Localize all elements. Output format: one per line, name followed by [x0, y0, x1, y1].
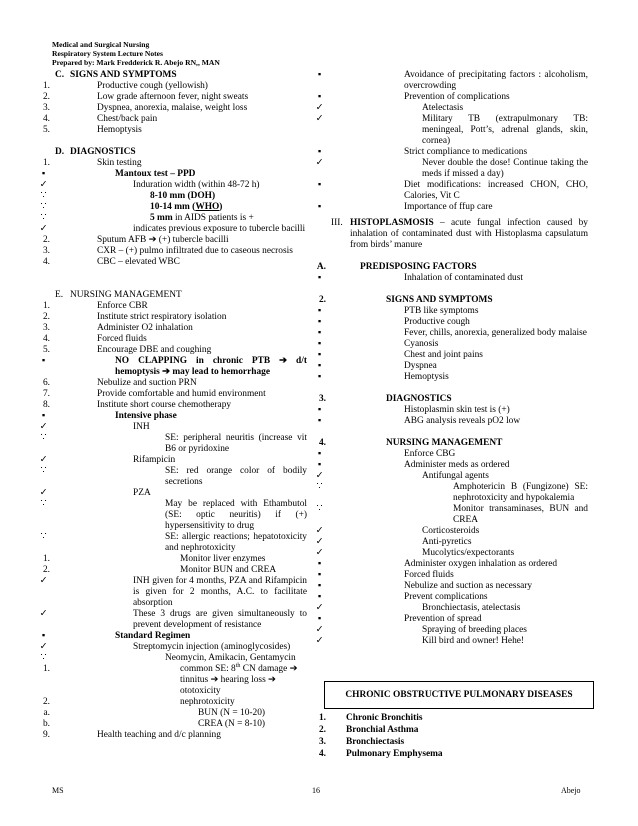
list-item — [317, 317, 588, 328]
document-header — [52, 40, 220, 67]
list-item — [315, 625, 588, 636]
list-item — [317, 92, 588, 103]
list-text: PREDISPOSING FACTORS — [360, 262, 477, 272]
square-bullet-icon: ▪ — [317, 273, 322, 283]
list-marker: 2. — [42, 92, 50, 102]
list-item — [315, 114, 588, 147]
square-bullet-icon: ▪ — [317, 202, 322, 212]
list-marker: 9. — [42, 730, 50, 740]
list-text: NURSING MANAGEMENT — [386, 438, 503, 448]
list-marker: 3. — [42, 323, 50, 333]
list-text: NO CLAPPING in chronic PTB ➔ d/t hemoptysis ➔ may lead to hemorrhage — [115, 356, 307, 377]
section-e-heading — [52, 290, 320, 301]
list-text: Forced fluids — [404, 570, 454, 580]
list-item — [42, 378, 320, 389]
because-icon: ∵ — [40, 433, 47, 443]
list-item — [317, 559, 588, 570]
square-bullet-icon: ▪ — [41, 631, 46, 641]
list-item — [42, 103, 320, 114]
list-text: th — [235, 662, 241, 669]
list-text: Histoplasmin skin test is (+) — [404, 405, 510, 415]
list-text: CBC – elevated WBC — [97, 257, 180, 267]
list-item — [317, 570, 588, 581]
list-text: Intensive phase — [115, 411, 177, 421]
list-text: NURSING MANAGEMENT — [70, 290, 182, 300]
section-c-heading — [52, 70, 320, 81]
list-text: CREA (N = 8-10) — [198, 719, 266, 729]
list-item — [42, 301, 320, 312]
list-text: Avoidance of precipitating factors : alcoholism, overcrowding — [404, 70, 588, 91]
list-marker: 2. — [318, 725, 326, 735]
list-text: INH — [133, 422, 150, 432]
list-item — [40, 191, 320, 202]
list-text: SE: peripheral neuritis (increase vit B6 or pyridoxine — [165, 433, 307, 454]
list-text: Never double the dose! Continue taking the meds if missed a day) — [422, 158, 588, 179]
list-marker: 4. — [318, 438, 326, 448]
check-icon: ✓ — [39, 455, 48, 465]
list-marker: 1. — [318, 713, 326, 723]
list-item — [317, 592, 588, 603]
list-text: 8-10 mm (DOH) — [150, 191, 216, 201]
list-text: indicates previous exposure to tubercle bacilli — [133, 224, 306, 234]
list-item — [317, 180, 588, 202]
list-item — [318, 712, 588, 724]
check-icon: ✓ — [39, 609, 48, 619]
list-text: Military TB (extrapulmonary TB: meningeal, Pott’s, adrenal glands, skin, cornea) — [422, 114, 588, 146]
list-text: Corticosteroids — [422, 526, 480, 536]
list-item — [42, 114, 320, 125]
list-text: SIGNS AND SYMPTOMS — [70, 70, 177, 80]
list-marker: 4. — [42, 257, 50, 267]
list-item — [317, 273, 588, 284]
list-marker: A. — [316, 262, 326, 272]
list-marker: 1. — [42, 158, 50, 168]
because-icon: ∵ — [316, 482, 323, 492]
square-bullet-icon: ▪ — [41, 169, 46, 179]
list-text: Chest and joint pains — [404, 350, 483, 360]
check-icon: ✓ — [39, 422, 48, 432]
check-icon: ✓ — [39, 488, 48, 498]
list-marker: 2. — [318, 295, 326, 305]
because-icon: ∵ — [40, 191, 47, 201]
list-text: CXR – (+) pulmo infiltrated due to caseous necrosis — [97, 246, 293, 256]
list-item — [42, 662, 320, 675]
list-marker: 3. — [42, 103, 50, 113]
list-text: in AIDS patients is + — [172, 213, 254, 223]
list-text: Strict compliance to medications — [404, 147, 528, 157]
list-marker: 7. — [42, 389, 50, 399]
list-item — [42, 323, 320, 334]
list-item — [42, 312, 320, 323]
list-text: Induration width (within 48-72 h) — [133, 180, 260, 190]
list-item — [42, 334, 320, 345]
list-marker: 4. — [318, 749, 326, 759]
list-text: Encourage DBE and coughing — [97, 345, 212, 355]
right-column — [315, 70, 588, 647]
square-bullet-icon: ▪ — [317, 581, 322, 591]
list-item — [39, 576, 307, 609]
list-item — [317, 361, 588, 372]
list-text: DIAGNOSTICS — [70, 147, 136, 157]
list-item — [317, 306, 588, 317]
list-text: Bronchiectasis — [346, 737, 405, 747]
list-marker: 1. — [42, 81, 50, 91]
list-text: Dyspnea — [404, 361, 437, 371]
list-item — [315, 603, 588, 614]
list-item — [39, 422, 320, 433]
list-text: Inhalation of contaminated dust — [404, 273, 523, 283]
list-text: CN damage ➔ — [240, 664, 298, 674]
list-item — [39, 642, 320, 653]
list-marker: 3. — [42, 246, 50, 256]
list-item — [41, 631, 320, 642]
histoplasmosis-paragraph — [328, 218, 588, 251]
list-item — [315, 537, 588, 548]
list-item — [43, 708, 320, 719]
list-marker: 3. — [318, 394, 326, 404]
list-item — [317, 147, 588, 158]
list-text: HISTOPLASMOSIS — [350, 218, 434, 228]
list-marker: III. — [331, 218, 343, 228]
list-text: Administer O2 inhalation — [97, 323, 193, 333]
list-text: Sputum AFB ➔ (+) tubercle bacilli — [97, 235, 229, 245]
list-marker: E. — [55, 290, 64, 300]
list-item — [42, 697, 320, 708]
list-item — [41, 356, 307, 378]
list-text: Monitor liver enzymes — [180, 554, 266, 564]
list-text: Amphotericin B (Fungizone) SE: nephrotoxicity and hypokalemia — [453, 482, 588, 503]
list-text: INH given for 4 months, PZA and Rifampicin is given for 2 months, A.C. to facilitate absorption — [133, 576, 307, 608]
list-marker: 2. — [42, 697, 50, 707]
list-marker: 4. — [42, 114, 50, 124]
list-text: Antifungal agents — [422, 471, 489, 481]
square-bullet-icon: ▪ — [317, 92, 322, 102]
list-item — [40, 499, 307, 532]
list-marker: b. — [42, 719, 50, 729]
list-item — [42, 92, 320, 103]
list-marker: 4. — [42, 334, 50, 344]
list-text: Hemoptysis — [97, 125, 142, 135]
list-text: Low grade afternoon fever, night sweats — [97, 92, 249, 102]
list-text: Monitor BUN and CREA — [180, 565, 277, 575]
list-marker: 2. — [42, 312, 50, 322]
square-bullet-icon: ▪ — [317, 70, 322, 80]
list-text: Pulmonary Emphysema — [346, 749, 443, 759]
list-item — [317, 449, 588, 460]
square-bullet-icon: ▪ — [317, 460, 322, 470]
square-bullet-icon: ▪ — [317, 306, 322, 316]
square-bullet-icon: ▪ — [317, 180, 322, 190]
section-d-heading — [52, 147, 320, 158]
list-item — [316, 504, 588, 526]
list-item — [316, 482, 588, 504]
list-item — [42, 246, 320, 257]
list-text: Mantoux test – PPD — [115, 169, 196, 179]
list-item — [42, 400, 320, 411]
list-item — [315, 526, 588, 537]
list-item — [42, 730, 320, 741]
list-marker: 2. — [42, 235, 50, 245]
square-bullet-icon: ▪ — [317, 350, 322, 360]
list-text: nephrotoxicity — [180, 697, 235, 707]
list-item — [315, 636, 588, 647]
list-item — [40, 466, 307, 488]
list-item — [39, 224, 307, 235]
square-bullet-icon: ▪ — [317, 592, 322, 602]
check-icon: ✓ — [315, 537, 324, 547]
list-text: ototoxicity — [180, 686, 221, 696]
list-text: Administer meds as ordered — [404, 460, 510, 470]
list-item — [315, 158, 588, 180]
list-item — [317, 405, 588, 416]
list-text: Hemoptysis — [404, 372, 449, 382]
header-course: Medical and Surgical Nursing — [52, 40, 150, 49]
list-item — [317, 70, 588, 92]
list-marker: 5. — [42, 125, 50, 135]
list-item — [318, 724, 588, 736]
section-3-heading — [318, 394, 588, 405]
list-text: Provide comfortable and humid environment — [97, 389, 266, 399]
list-text: Atelectasis — [422, 103, 464, 113]
list-item — [41, 411, 320, 422]
list-text: Enforce CBR — [97, 301, 148, 311]
list-item — [39, 609, 307, 631]
check-icon: ✓ — [39, 576, 48, 586]
list-item — [40, 653, 320, 664]
list-text: Diet modifications: increased CHON, CHO, Calories, Vit C — [404, 180, 588, 201]
list-item — [42, 719, 320, 730]
square-bullet-icon: ▪ — [317, 416, 322, 426]
list-text: Health teaching and d/c planning — [97, 730, 221, 740]
check-icon: ✓ — [315, 103, 324, 113]
list-item — [317, 581, 588, 592]
list-marker: 1. — [42, 664, 50, 674]
list-text: Chronic Bronchitis — [346, 713, 423, 723]
list-text: ) — [219, 202, 223, 212]
list-text: SE: allergic reactions; hepatotoxicity and nephrotoxicity — [165, 532, 307, 553]
list-item — [317, 614, 588, 625]
square-bullet-icon: ▪ — [317, 328, 322, 338]
because-icon: ∵ — [40, 213, 47, 223]
list-text: 5 mm — [150, 213, 173, 223]
list-item — [42, 345, 320, 356]
list-text: Rifampicin — [133, 455, 176, 465]
list-marker: 3. — [318, 737, 326, 747]
because-icon: ∵ — [40, 499, 47, 509]
list-item — [315, 471, 588, 482]
list-text: Productive cough (yellowish) — [97, 81, 208, 91]
footer-left: MS — [52, 786, 64, 795]
because-icon: ∵ — [40, 202, 47, 212]
because-icon: ∵ — [316, 504, 323, 514]
list-text: Enforce CBG — [404, 449, 456, 459]
copd-title-box — [324, 681, 594, 709]
list-item — [42, 389, 320, 400]
list-text: Streptomycin injection (aminoglycosides) — [133, 642, 291, 652]
list-text: Administer oxygen inhalation as ordered — [404, 559, 558, 569]
list-item — [42, 235, 320, 246]
list-item — [52, 675, 320, 686]
list-text: PTB like symptoms — [404, 306, 479, 316]
section-a-heading — [316, 262, 588, 273]
list-marker: D. — [55, 147, 65, 157]
left-column — [39, 70, 320, 741]
square-bullet-icon: ▪ — [41, 411, 46, 421]
list-item — [39, 455, 320, 466]
square-bullet-icon: ▪ — [317, 405, 322, 415]
list-item — [39, 488, 320, 499]
list-item — [317, 202, 588, 213]
list-text: Prevention of complications — [404, 92, 510, 102]
list-text: Monitor transaminases, BUN and CREA — [453, 504, 588, 525]
list-item — [42, 554, 320, 565]
list-item — [40, 202, 320, 213]
list-item — [317, 416, 588, 427]
check-icon: ✓ — [39, 180, 48, 190]
square-bullet-icon: ▪ — [317, 339, 322, 349]
list-text: These 3 drugs are given simultaneously to prevent development of resistance — [133, 609, 307, 630]
because-icon: ∵ — [40, 653, 47, 663]
list-text: Prevention of spread — [404, 614, 482, 624]
list-item — [317, 460, 588, 471]
list-text: Institute short course chemotherapy — [97, 400, 232, 410]
list-marker: 2. — [42, 565, 50, 575]
list-text: Cyanosis — [404, 339, 439, 349]
list-text: PZA — [133, 488, 151, 498]
list-item — [41, 169, 320, 180]
footer-right: Abejo — [561, 786, 581, 795]
list-item — [42, 565, 320, 576]
section-4-heading — [318, 438, 588, 449]
list-item — [40, 433, 307, 455]
list-text: Prevent complications — [404, 592, 488, 602]
check-icon: ✓ — [315, 158, 324, 168]
list-item — [317, 350, 588, 361]
list-text: Mucolytics/expectorants — [422, 548, 515, 558]
list-text: – acute fungal infection caused by inhalation of contaminated dust with Histoplasma capsulatum from birds’ manure — [350, 218, 588, 250]
square-bullet-icon: ▪ — [317, 372, 322, 382]
list-item — [42, 257, 320, 268]
because-icon: ∵ — [40, 532, 47, 542]
list-marker: C. — [55, 70, 65, 80]
check-icon: ✓ — [315, 471, 324, 481]
list-marker: 8. — [42, 400, 50, 410]
list-item — [42, 125, 320, 136]
check-icon: ✓ — [315, 625, 324, 635]
square-bullet-icon: ▪ — [317, 559, 322, 569]
list-text: BUN (N = 10-20) — [198, 708, 265, 718]
header-notes: Respiratory System Lecture Notes — [52, 49, 163, 58]
list-item — [318, 736, 588, 748]
square-bullet-icon: ▪ — [317, 147, 322, 157]
list-text: Standard Regimen — [115, 631, 191, 641]
list-marker: a. — [43, 708, 50, 718]
list-text: Bronchial Asthma — [346, 725, 419, 735]
list-text: Chest/back pain — [97, 114, 158, 124]
list-text: Nebulize and suction PRN — [97, 378, 197, 388]
list-item — [42, 81, 320, 92]
list-item — [315, 548, 588, 559]
section-2-heading — [318, 295, 588, 306]
list-item — [40, 213, 320, 224]
page-number: 16 — [312, 786, 320, 795]
list-text: CHRONIC OBSTRUCTIVE PULMONARY DISEASES — [345, 690, 573, 700]
list-text: Anti-pyretics — [422, 537, 472, 547]
list-text: Bronchiectasis, atelectasis — [422, 603, 521, 613]
square-bullet-icon: ▪ — [41, 356, 46, 366]
check-icon: ✓ — [315, 526, 324, 536]
square-bullet-icon: ▪ — [317, 449, 322, 459]
list-text: SIGNS AND SYMPTOMS — [386, 295, 493, 305]
square-bullet-icon: ▪ — [317, 361, 322, 371]
check-icon: ✓ — [315, 548, 324, 558]
list-text: 10-14 mm ( — [150, 202, 196, 212]
list-text: Fever, chills, anorexia, generalized body malaise — [404, 328, 587, 338]
list-item — [42, 158, 320, 169]
list-item — [318, 748, 588, 760]
check-icon: ✓ — [315, 114, 324, 124]
list-text: Skin testing — [97, 158, 142, 168]
check-icon: ✓ — [315, 603, 324, 613]
because-icon: ∵ — [40, 466, 47, 476]
list-item — [52, 686, 320, 697]
list-text: Importance of ffup care — [404, 202, 493, 212]
list-text: Forced fluids — [97, 334, 147, 344]
square-bullet-icon: ▪ — [317, 317, 322, 327]
list-text: ABG analysis reveals pO2 low — [404, 416, 521, 426]
check-icon: ✓ — [39, 642, 48, 652]
list-text: SE: red orange color of bodily secretions — [165, 466, 307, 487]
list-item — [40, 532, 307, 554]
list-item — [317, 372, 588, 383]
list-text: tinnitus ➔ hearing loss ➔ — [180, 675, 276, 685]
list-item — [39, 180, 320, 191]
list-item — [317, 328, 588, 339]
list-marker: 5. — [42, 345, 50, 355]
list-marker: 6. — [42, 378, 50, 388]
list-text: Institute strict respiratory isolation — [97, 312, 227, 322]
list-text: common SE: 8 — [180, 664, 236, 674]
list-text: May be replaced with Ethambutol (SE: optic neuritis) if (+) hypersensitivity to drug — [165, 499, 307, 531]
list-text: WHO — [195, 202, 220, 212]
list-text: Spraying of breeding places — [422, 625, 527, 635]
list-text: Productive cough — [404, 317, 470, 327]
list-text: Neomycin, Amikacin, Gentamycin — [165, 653, 296, 663]
copd-list — [318, 712, 588, 760]
square-bullet-icon: ▪ — [317, 614, 322, 624]
list-item — [315, 103, 588, 114]
square-bullet-icon: ▪ — [317, 570, 322, 580]
list-text: DIAGNOSTICS — [386, 394, 452, 404]
check-icon: ✓ — [315, 636, 324, 646]
list-text: Kill bird and owner! Hehe! — [422, 636, 525, 646]
list-marker: 1. — [42, 301, 50, 311]
list-marker: 1. — [42, 554, 50, 564]
list-item — [317, 339, 588, 350]
list-text: Nebulize and suction as necessary — [404, 581, 533, 591]
list-text: Dyspnea, anorexia, malaise, weight loss — [97, 103, 248, 113]
check-icon: ✓ — [39, 224, 48, 234]
header-author: Prepared by: Mark Fredderick R. Abejo RN,, MAN — [52, 58, 220, 67]
